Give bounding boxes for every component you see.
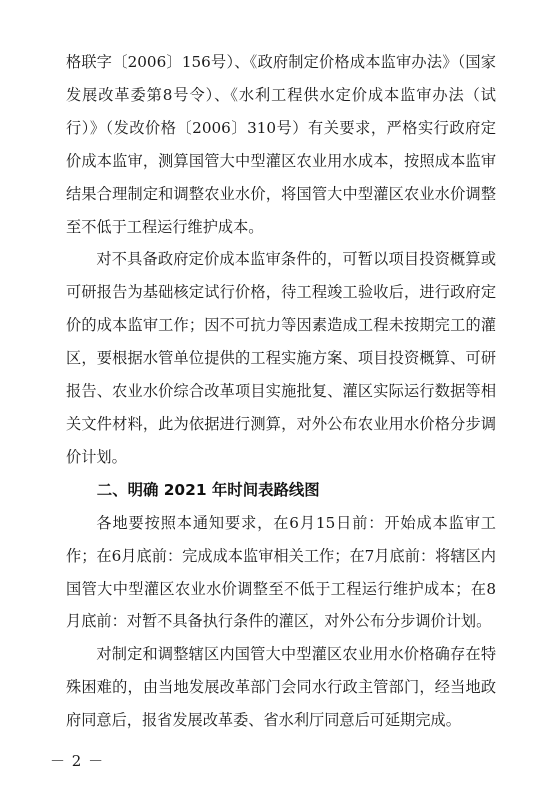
paragraph-extension: 对制定和调整辖区内国管大中型灌区农业用水价格确存在特殊困难的，由当地发展改革部门会同水行政主管部门，经当地政府同意后，报省发展改革委、省水利厅同意后可延期完成。	[66, 645, 496, 730]
document-body	[66, 46, 496, 737]
paragraph-continuation: 格联字〔2006〕156号）、《政府制定价格成本监审办法》（国家发展改革委第8号令）、《水利工程供水定价成本监审办法（试行）》（发改价格〔2006〕310号）有关要求，严格实行政府定价成本监审，测算国管大中型灌区农业用水成本，按照成本监审结果合理制定和调整农业水价，将国管大中型灌区农业水价调整至不低于工程运行维护成本。	[66, 53, 496, 236]
section-heading: 二、明确 2021 年时间表路线图	[96, 480, 320, 499]
page-number: － 2 －	[50, 752, 105, 770]
paragraph-timeline: 各地要按照本通知要求，在6月15日前：开始成本监审工作；在6月底前：完成成本监审相关工作；在7月底前：将辖区内国管大中型灌区农业水价调整至不低于工程运行维护成本；在8月底前：对暂不具备执行条件的灌区，对外公布分步调价计划。	[66, 513, 496, 631]
paragraph-no-audit-conditions: 对不具备政府定价成本监审条件的，可暂以项目投资概算或可研报告为基础核定试行价格，待工程竣工验收后，进行政府定价的成本监审工作；因不可抗力等因素造成工程未按期完工的灌区，要根据水管单位提供的工程实施方案、项目投资概算、可研报告、农业水价综合改革项目实施批复、灌区实际运行数据等相关文件材料，此为依据进行测算，对外公布农业用水价格分步调价计划。	[66, 250, 496, 466]
